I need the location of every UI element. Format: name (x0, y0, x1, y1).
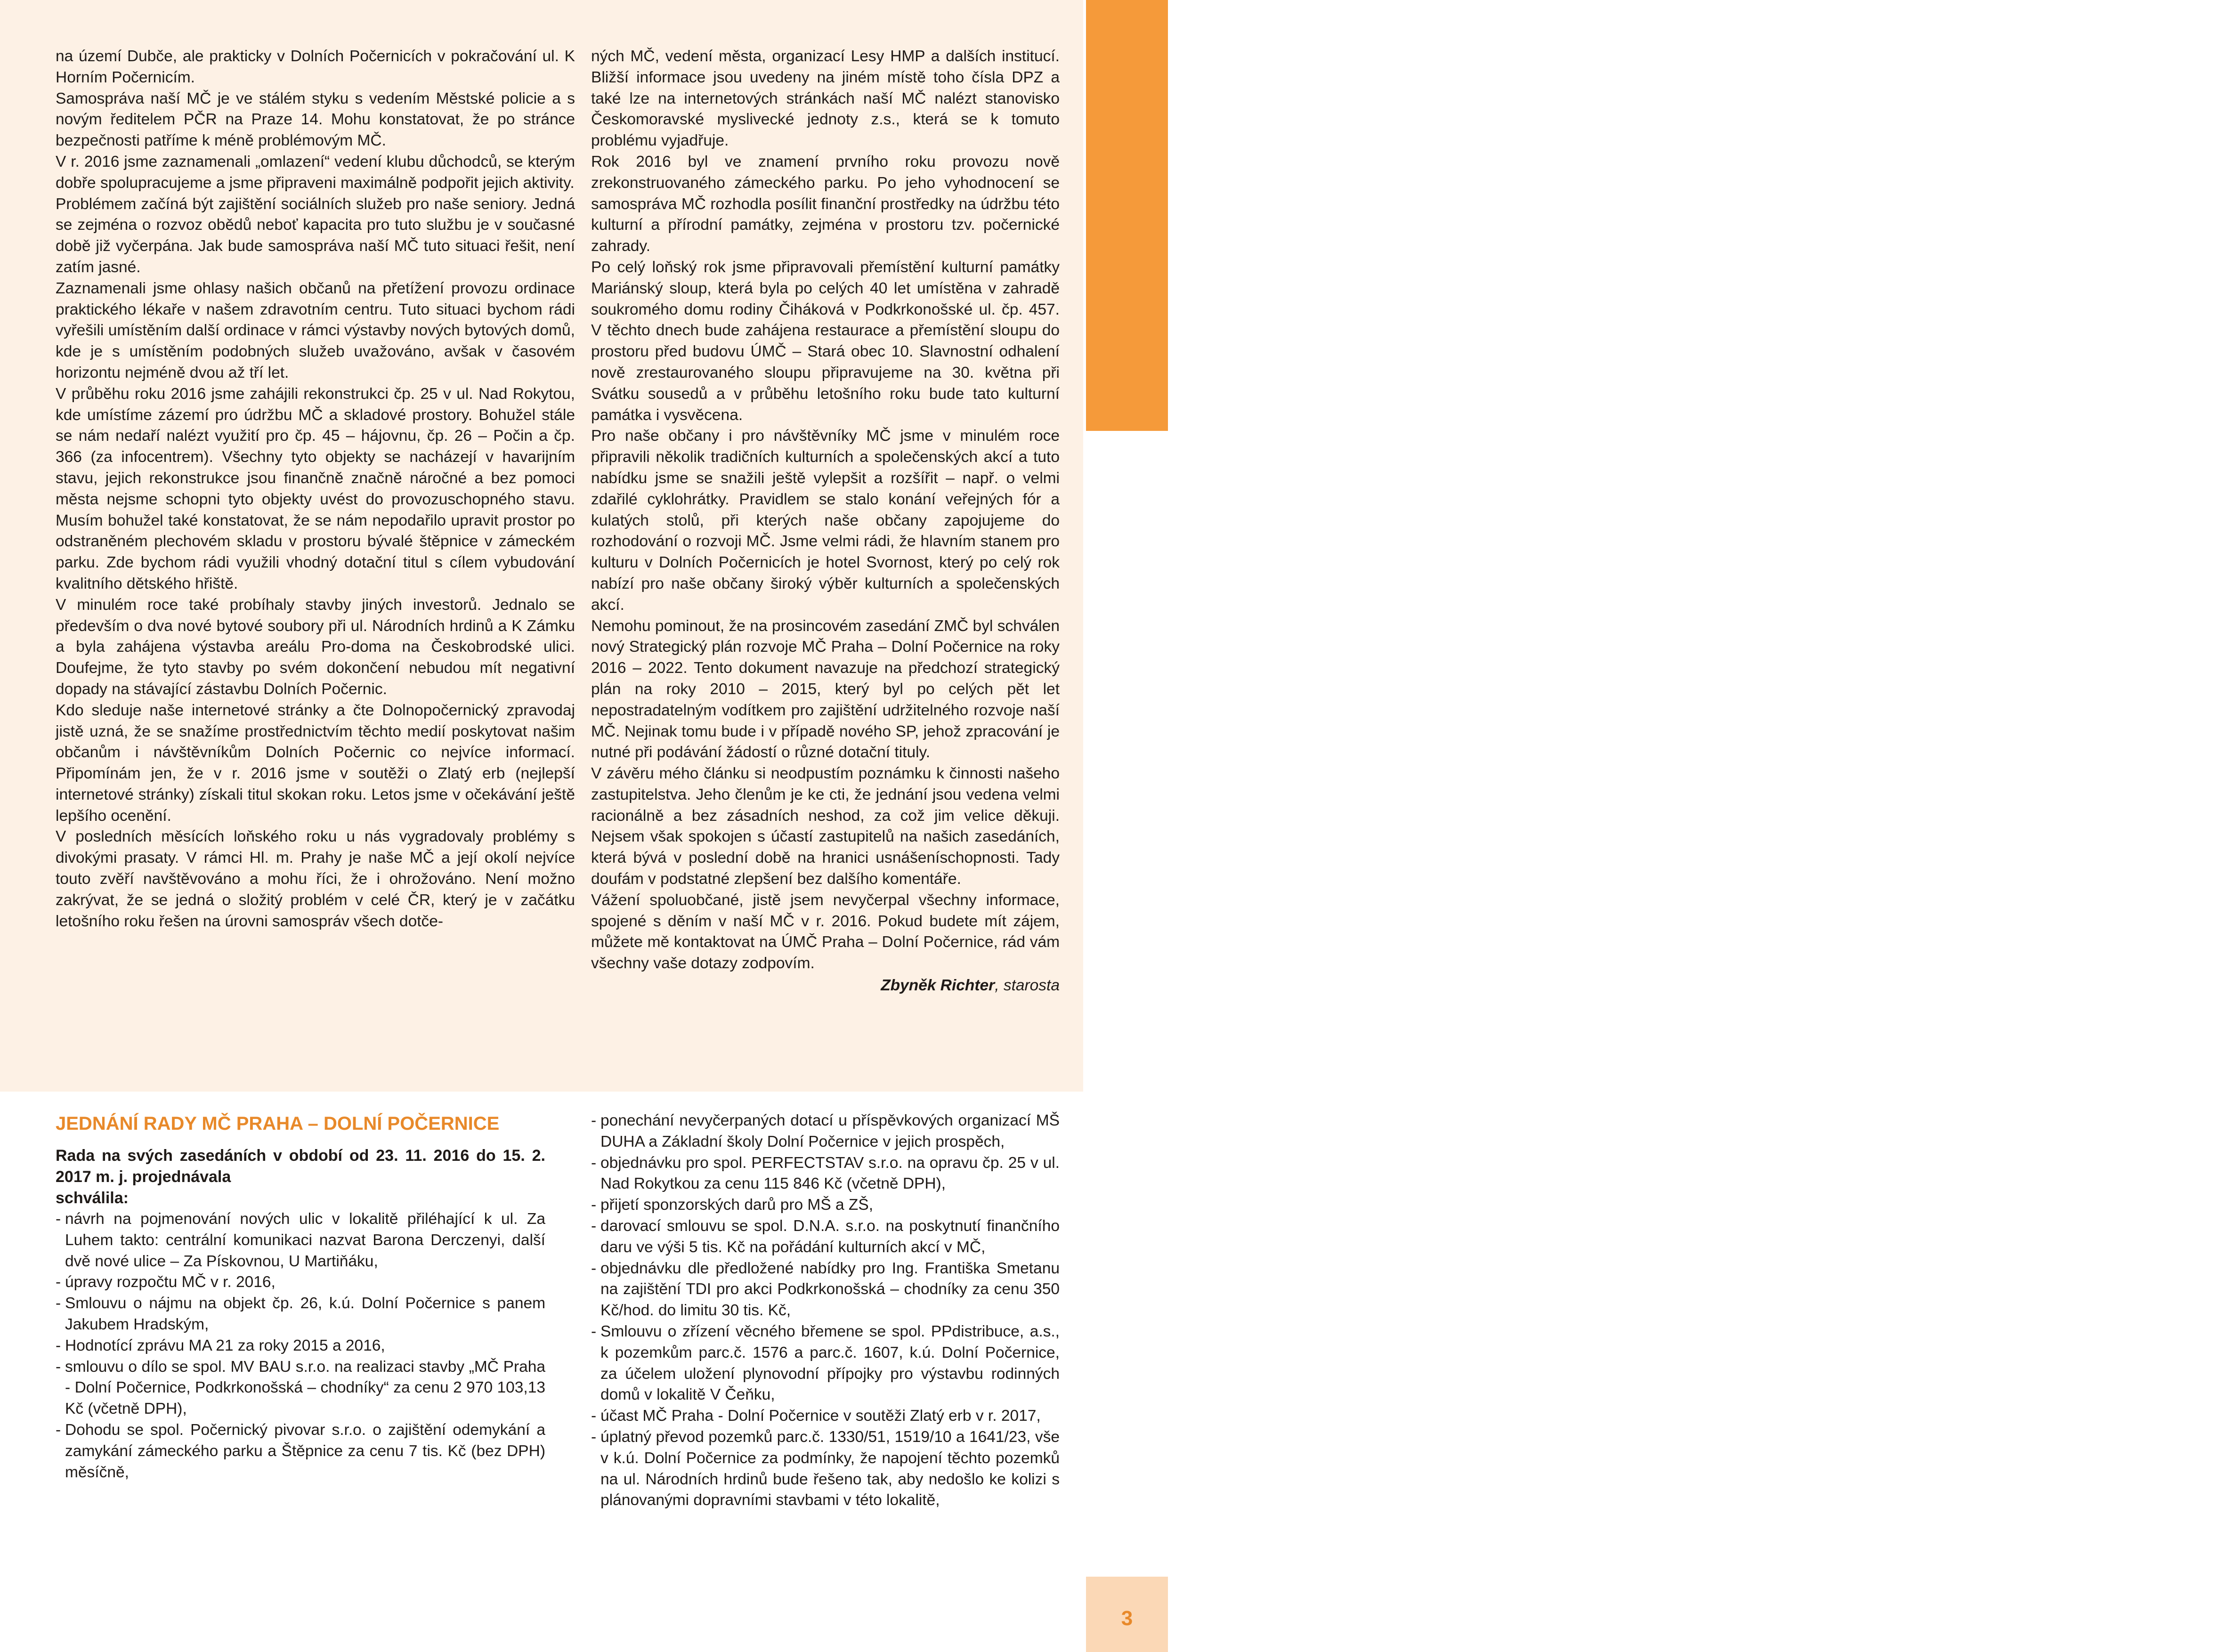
list-item: - účast MČ Praha - Dolní Počernice v soutěži Zlatý erb v r. 2017, (591, 1407, 1041, 1425)
article-paragraph: V r. 2016 jsme zaznamenali „omlazení“ vedení klubu důchodců, se kterým dobře spolupracujeme a jsme připraveni maximálně podpořit jejich aktivity. (56, 153, 575, 192)
article-paragraph: V posledních měsících loňského roku u nás vygradovaly problémy s divokými prasaty. V rámci Hl. m. Prahy je naše MČ a její okolí nejvíce touto zvěří navštěvováno a mohu říci, že i ohrožováno. Není možno zakrývat, že se jedná o složitý problém v celé ČR, který je v začátku letošního roku řešen na úrovni samospráv všech dotče- (56, 828, 575, 930)
council-subtitle: Rada na svých zasedáních v období od 23. 11. 2016 do 15. 2. 2017 m. j. projednávala (56, 1147, 545, 1186)
section-tab (1086, 0, 2236, 431)
council-heading: JEDNÁNÍ RADY MČ PRAHA – DOLNÍ POČERNICE (56, 1113, 500, 1134)
article-column-left (56, 46, 575, 932)
council-column-right (591, 1110, 1060, 1511)
section-label: INFORMACE RMČ (2189, 27, 2236, 403)
page-number-tab (1086, 1577, 1168, 1652)
article-paragraph: Po celý loňský rok jsme připravovali přemístění kulturní památky Mariánský sloup, která byla po celých 40 let umístěna v zahradě soukromého domu rodiny Čiháková v Podkrkonošské ul. čp. 457. V těchto dnech bude zahájena restaurace a přemístění sloupu do prostoru před budovu ÚMČ – Stará obec 10. Slavnostní odhalení nově zrestaurovaného sloupu připravujeme na 30. května při Svátku sousedů a v průběhu letošního roku bude tato kulturní památka i vysvěcena. (591, 258, 1060, 424)
article-paragraph: Nemohu pominout, že na prosincovém zasedání ZMČ byl schválen nový Strategický plán rozvoje MČ Praha – Dolní Počernice na roky 2016 – 2022. Tento dokument navazuje na předchozí strategický plán na roky 2010 – 2015, který byl po celých pět let nepostradatelným vodítkem pro zajištění udržitelného rozvoje naší MČ. Nejinak tomu bude i v případě nového SP, jehož zpracování je nutné při podávání žádostí o různé dotační tituly. (591, 617, 1060, 761)
list-item: - Smlouvu o nájmu na objekt čp. 26, k.ú. Dolní Počernice s panem Jakubem Hradským, (56, 1295, 545, 1333)
article-paragraph: Vážení spoluobčané, jistě jsem nevyčerpal všechny informace, spojené s děním v naší MČ v r. 2016. Pokud budete mít zájem, můžete mě kontaktovat na ÚMČ Praha – Dolní Počernice, rád vám všechny vaše dotazy zodpovím. (591, 891, 1060, 972)
council-column-left (56, 1110, 545, 1483)
list-item: - Hodnotící zprávu MA 21 za roky 2015 a 2016, (56, 1336, 385, 1354)
signature-role: , starosta (995, 977, 1060, 995)
list-item: - přijetí sponzorských darů pro MŠ a ZŠ, (591, 1196, 874, 1214)
list-item: - ponechání nevyčerpaných dotací u příspěvkových organizací MŠ DUHA a Základní školy Dolní Počernice v jejich prospěch, (591, 1112, 1060, 1150)
approved-label: schválila: (56, 1189, 129, 1207)
article-paragraph: V minulém roce také probíhaly stavby jiných investorů. Jednalo se především o dva nové bytové soubory při ul. Národních hrdinů a K Zámku a byla zahájena výstavba areálu Pro-doma na Českobrodské ulici. Doufejme, že tyto stavby po svém dokončení nebudou mít negativní dopady na stávající zástavbu Dolních Počernic. (56, 596, 575, 698)
list-item: - smlouvu o dílo se spol. MV BAU s.r.o. na realizaci stavby „MČ Praha - Dolní Počernice, Podkrkonošská – chodníky“ za cenu 2 970 103,13 Kč (včetně DPH), (56, 1358, 545, 1418)
article-paragraph: V závěru mého článku si neodpustím poznámku k činnosti našeho zastupitelstva. Jeho členům je ke cti, že jednání jsou vedena velmi racionálně a bez zásadních neshod, za což jim velice děkuji. Nejsem však spokojen s účastí zastupitelů na našich zasedáních, která bývá v poslední době na hranici usnášeníschopnosti. Tady doufám v podstatné zlepšení bez dalšího komentáře. (591, 765, 1060, 888)
approved-list-continued (591, 1110, 1060, 1511)
article-paragraph: Zaznamenali jsme ohlasy našich občanů na přetížení provozu ordinace praktického lékaře v našem zdravotním centru. Tuto situaci bychom rádi vyřešili umístěním další ordinace v rámci výstavby nových bytových domů, kde je s umístěním podobných služeb uvažováno, avšak v časovém horizontu nejméně dvou až tří let. (56, 279, 575, 381)
article-paragraph: Kdo sleduje naše internetové stránky a čte Dolnopočernický zpravodaj jistě uzná, že se snažíme prostřednictvím těchto medií poskytovat našim občanům i návštěvníkům Dolních Počernic co nejvíce informací. Připomínám jen, že v r. 2016 jsme v soutěži o Zlatý erb (nejlepší internetové stránky) získali titul skokan roku. Letos jsme v očekávání ještě lepšího ocenění. (56, 701, 575, 825)
list-item: - Smlouvu o zřízení věcného břemene se spol. PPdistribuce, a.s., k pozemkům parc.č. 1576 a parc.č. 1607, k.ú. Dolní Počernice, za účelem uložení plynovodní přípojky pro výstavbu rodinných domů v lokalitě V Čeňku, (591, 1322, 1060, 1404)
article-paragraph: na území Dubče, ale prakticky v Dolních Počernicích v pokračování ul. K Horním Počernicím. (56, 48, 575, 86)
list-item: - darovací smlouvu se spol. D.N.A. s.r.o. na poskytnutí finančního daru ve výši 5 tis. Kč na pořádání kulturních akcí v MČ, (591, 1217, 1060, 1256)
page-number: 3 (1121, 1607, 1133, 1630)
list-item: - úpravy rozpočtu MČ v r. 2016, (56, 1273, 276, 1291)
article-paragraph: Rok 2016 byl ve znamení prvního roku provozu nově zrekonstruovaného zámeckého parku. Po jeho vyhodnocení se samospráva MČ rozhodla posílit finanční prostředky na údržbu této kulturní a přírodní památky, zejména v prostoru tzv. počernické zahrady. (591, 153, 1060, 255)
article-column-right (591, 46, 1060, 996)
signature-name: Zbyněk Richter (881, 977, 995, 995)
list-item: - úplatný převod pozemků parc.č. 1330/51, 1519/10 a 1641/23, vše v k.ú. Dolní Počernice za podmínky, že napojení těchto pozemků na ul. Národních hrdinů bude řešeno tak, aby nedošlo ke kolizi s plánovanými dopravními stavbami v této lokalitě, (591, 1428, 1060, 1509)
article-paragraph: Samospráva naší MČ je ve stálém styku s vedením Městské policie a s novým ředitelem PČR na Praze 14. Mohu konstatovat, že po stránce bezpečnosti patříme k méně problémovým MČ. (56, 89, 575, 150)
list-item: - Dohodu se spol. Počernický pivovar s.r.o. o zajištění odemykání a zamykání zámeckého parku a Štěpnice za cenu 7 tis. Kč (bez DPH) měsíčně, (56, 1421, 545, 1481)
list-item: - návrh na pojmenování nových ulic v lokalitě přiléhající k ul. Za Luhem takto: centrální komunikaci nazvat Barona Derczenyi, další dvě nové ulice – Za Pískovnou, U Martiňáku, (56, 1210, 545, 1270)
article-paragraph: V průběhu roku 2016 jsme zahájili rekonstrukci čp. 25 v ul. Nad Rokytou, kde umístíme zázemí pro údržbu MČ a skladové prostory. Bohužel stále se nám nedaří nalézt využití pro čp. 45 – hájovnu, čp. 26 – Počin a čp. 366 (za infocentrem). Všechny tyto objekty se nacházejí v havarijním stavu, jejich rekonstrukce jsou finančně značně náročné a bez pomoci města nejsme schopni tyto objekty uvést do provozuschopného stavu. Musím bohužel také konstatovat, že se nám nepodařilo upravit prostor po odstraněném plechovém skladu v prostoru bývalé štěpnice v zámeckém parku. Zde bychom rádi využili vhodný dotační titul s cílem vybudování kvalitního dětského hřiště. (56, 385, 575, 592)
article-paragraph: Problémem začíná být zajištění sociálních služeb pro naše seniory. Jedná se zejména o rozvoz obědů neboť kapacita pro tuto službu je v současné době již vyčerpána. Jak bude samospráva naší MČ tuto situaci řešit, není zatím jasné. (56, 195, 575, 276)
article-paragraph: ných MČ, vedení města, organizací Lesy HMP a dalších institucí. Bližší informace jsou uvedeny na jiném místě toho čísla DPZ a také lze na internetových stránkách naší MČ nalézt stanovisko Českomoravské myslivecké jednoty z.s., která se k tomuto problému vyjadřuje. (591, 48, 1060, 150)
list-item: - objednávku dle předložené nabídky pro Ing. Františka Smetanu na zajištění TDI pro akci Podkrkonošská – chodníky za cenu 350 Kč/hod. do limitu 30 tis. Kč, (591, 1259, 1060, 1320)
list-item: - objednávku pro spol. PERFECTSTAV s.r.o. na opravu čp. 25 v ul. Nad Rokytkou za cenu 115 846 Kč (včetně DPH), (591, 1154, 1060, 1193)
signature (591, 975, 1060, 996)
approved-list (56, 1209, 545, 1483)
article-paragraph: Pro naše občany i pro návštěvníky MČ jsme v minulém roce připravili několik tradičních kulturních a společenských akcí a tuto nabídku jsme se snažili ještě vylepšit a rozšířit – např. o velmi zdařilé cyklohrátky. Pravidlem se stalo konání veřejných fór a kulatých stolů, při kterých naše občany zapojujeme do rozhodování o rozvoji MČ. Jsme velmi rádi, že hlavním stanem pro kulturu v Dolních Počernicích je hotel Svornost, který po celý rok nabízí pro naše občany široký výběr kulturních a společenských akcí. (591, 427, 1060, 614)
